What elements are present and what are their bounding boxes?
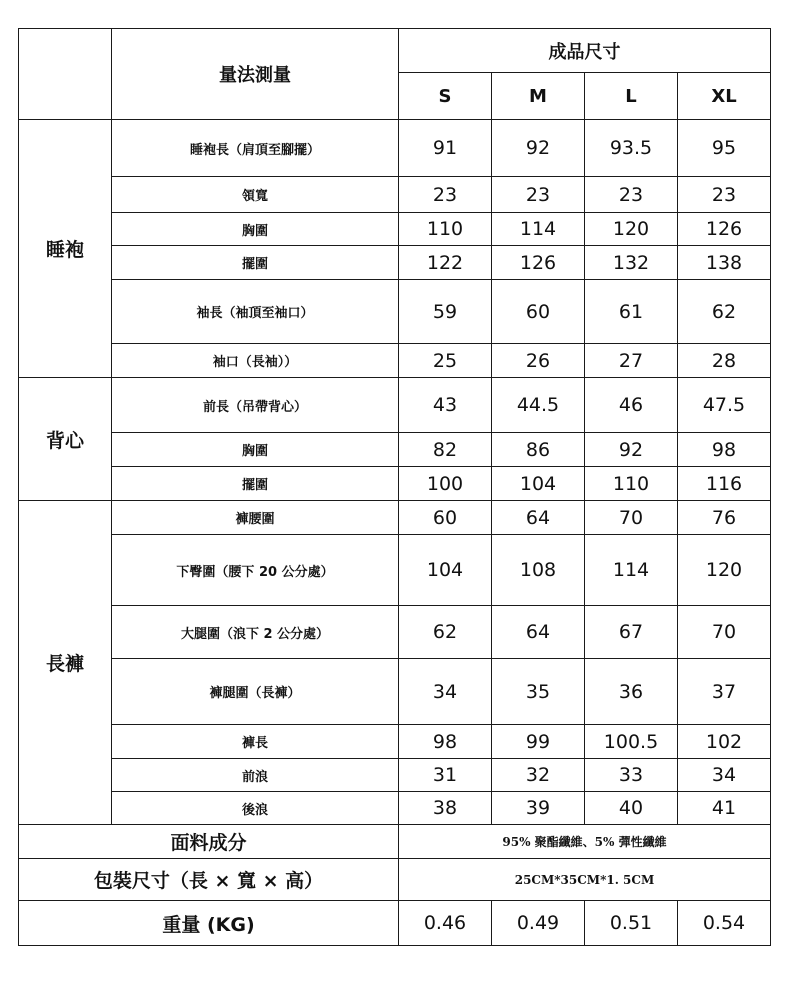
value-cell: 93.5 [585,120,678,177]
measure-label: 袖長（袖頂至袖口） [112,280,399,344]
value-cell: 120 [585,213,678,246]
package-row [19,859,771,901]
value-cell: 100.5 [585,725,678,759]
table-row [19,433,771,467]
size-header-xl: XL [678,73,771,120]
value-cell: 64 [492,606,585,659]
table-row [19,606,771,659]
value-cell: 98 [399,725,492,759]
value-cell: 120 [678,535,771,606]
value-cell: 86 [492,433,585,467]
value-cell: 33 [585,759,678,792]
measure-label: 擺圍 [112,246,399,280]
measure-label: 褲腰圍 [112,501,399,535]
value-cell: 114 [492,213,585,246]
value-cell: 46 [585,378,678,433]
value-cell: 76 [678,501,771,535]
value-cell: 32 [492,759,585,792]
value-cell: 44.5 [492,378,585,433]
weight-value: 0.49 [492,901,585,946]
value-cell: 43 [399,378,492,433]
measure-label: 後浪 [112,792,399,825]
value-cell: 102 [678,725,771,759]
weight-label: 重量 (KG) [19,901,399,946]
measure-label: 胸圍 [112,213,399,246]
value-cell: 95 [678,120,771,177]
size-header-l: L [585,73,678,120]
measure-label: 下臀圍（腰下 20 公分處） [112,535,399,606]
value-cell: 92 [492,120,585,177]
value-cell: 114 [585,535,678,606]
measure-method-header: 量法測量 [112,29,399,120]
fabric-row [19,825,771,859]
weight-row [19,901,771,946]
value-cell: 25 [399,344,492,378]
product-size-header: 成品尺寸 [399,29,771,73]
table-row [19,759,771,792]
table-row [19,378,771,433]
value-cell: 23 [585,177,678,213]
table-row [19,659,771,725]
value-cell: 82 [399,433,492,467]
value-cell: 62 [399,606,492,659]
value-cell: 31 [399,759,492,792]
table-row [19,535,771,606]
value-cell: 27 [585,344,678,378]
table-row [19,725,771,759]
value-cell: 122 [399,246,492,280]
size-header-m: M [492,73,585,120]
value-cell: 138 [678,246,771,280]
value-cell: 28 [678,344,771,378]
measure-label: 大腿圍（浪下 2 公分處） [112,606,399,659]
category-vest: 背心 [19,378,112,501]
measure-label: 袖口（長袖）） [112,344,399,378]
weight-value: 0.54 [678,901,771,946]
measure-label: 睡袍長（肩頂至腳擺） [112,120,399,177]
value-cell: 36 [585,659,678,725]
value-cell: 40 [585,792,678,825]
table-row [19,280,771,344]
value-cell: 132 [585,246,678,280]
value-cell: 23 [678,177,771,213]
table-row [19,177,771,213]
measure-label: 擺圍 [112,467,399,501]
size-header-s: S [399,73,492,120]
value-cell: 37 [678,659,771,725]
weight-value: 0.51 [585,901,678,946]
measure-label: 胸圍 [112,433,399,467]
value-cell: 99 [492,725,585,759]
measure-label: 領寬 [112,177,399,213]
value-cell: 92 [585,433,678,467]
value-cell: 67 [585,606,678,659]
value-cell: 41 [678,792,771,825]
table-row [19,246,771,280]
value-cell: 116 [678,467,771,501]
category-pants: 長褲 [19,501,112,825]
value-cell: 64 [492,501,585,535]
value-cell: 110 [585,467,678,501]
value-cell: 91 [399,120,492,177]
value-cell: 62 [678,280,771,344]
table-row [19,120,771,177]
value-cell: 23 [492,177,585,213]
measure-label: 前浪 [112,759,399,792]
measure-label: 褲腿圍（長褲） [112,659,399,725]
table-row [19,501,771,535]
value-cell: 70 [678,606,771,659]
value-cell: 26 [492,344,585,378]
value-cell: 104 [492,467,585,501]
value-cell: 108 [492,535,585,606]
fabric-value: 95% 聚酯纖維、5% 彈性纖維 [399,825,771,859]
table-row [19,467,771,501]
value-cell: 38 [399,792,492,825]
table-row [19,344,771,378]
value-cell: 61 [585,280,678,344]
value-cell: 104 [399,535,492,606]
table-row [19,213,771,246]
measure-label: 前長（吊帶背心） [112,378,399,433]
header-blank-cell [19,29,112,120]
package-size-label: 包裝尺寸（長 × 寬 × 高） [19,859,399,901]
category-robe: 睡袍 [19,120,112,378]
value-cell: 59 [399,280,492,344]
header-row-top [19,29,771,73]
value-cell: 126 [492,246,585,280]
value-cell: 110 [399,213,492,246]
package-size-value: 25CM*35CM*1. 5CM [399,859,771,901]
fabric-label: 面料成分 [19,825,399,859]
value-cell: 126 [678,213,771,246]
value-cell: 100 [399,467,492,501]
value-cell: 47.5 [678,378,771,433]
value-cell: 23 [399,177,492,213]
weight-value: 0.46 [399,901,492,946]
value-cell: 39 [492,792,585,825]
measure-label: 褲長 [112,725,399,759]
value-cell: 60 [399,501,492,535]
value-cell: 98 [678,433,771,467]
value-cell: 35 [492,659,585,725]
value-cell: 70 [585,501,678,535]
value-cell: 34 [678,759,771,792]
value-cell: 60 [492,280,585,344]
table-row [19,792,771,825]
value-cell: 34 [399,659,492,725]
size-chart-table [18,28,771,946]
